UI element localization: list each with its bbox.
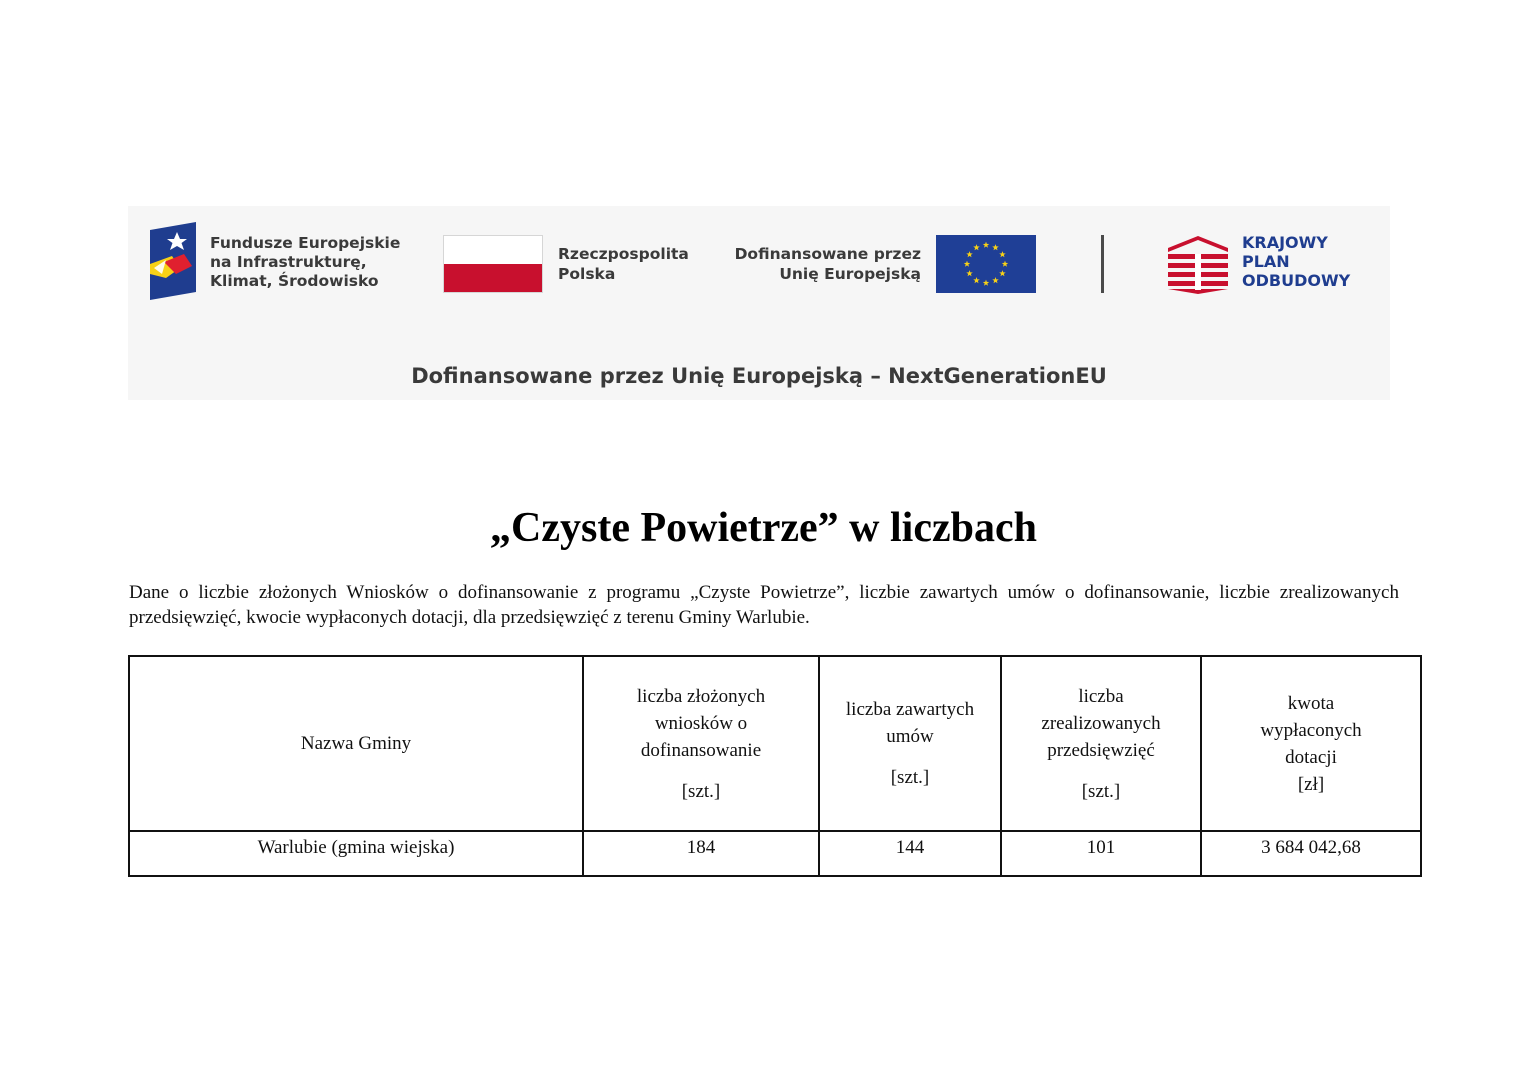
logo-banner	[128, 206, 1390, 400]
header-kwota-dotacji: kwota wypłaconych dotacji [zł]	[1201, 656, 1421, 831]
rzeczpospolita-label: Rzeczpospolita Polska	[558, 245, 689, 283]
page-title: „Czyste Powietrze” w liczbach	[490, 505, 1037, 551]
dofinansowane-label: Dofinansowane przez Unię Europejską	[734, 245, 921, 283]
krajowy-plan-odbudowy-emblem	[1168, 234, 1228, 294]
krajowy-plan-odbudowy-label: KRAJOWY PLAN ODBUDOWY	[1242, 233, 1351, 290]
header-liczba-zrealizowanych: liczba zrealizowanych przedsięwzięć [szt.]	[1001, 656, 1201, 831]
nextgenerationeu-tagline: Dofinansowane przez Unię Europejską – NextGenerationEU	[411, 364, 1107, 388]
header-nazwa-gminy: Nazwa Gminy	[129, 656, 583, 831]
fundusze-europejskie-label: Fundusze Europejskie na Infrastrukturę, Klimat, Środowisko	[210, 234, 401, 290]
fundusze-europejskie-logo	[150, 222, 198, 300]
logo-divider	[1101, 235, 1104, 293]
table-row	[129, 831, 1421, 876]
eu-flag-icon	[936, 235, 1036, 293]
cell-gmina: Warlubie (gmina wiejska)	[129, 831, 583, 876]
cell-umowy: 144	[819, 831, 1001, 876]
polish-flag-icon	[443, 235, 543, 293]
statistics-table	[128, 655, 1422, 877]
intro-paragraph: Dane o liczbie złożonych Wniosków o dofinansowanie z programu „Czyste Powietrze”, liczbie zawartych umów o dofinansowanie, liczbie zrealizowanych przedsięwzięć, kwocie wypłaconych dotacji, dla przedsięwzięć z terenu Gminy Warlubie.	[129, 582, 1399, 628]
table-header-row	[129, 656, 1421, 831]
cell-wnioski: 184	[583, 831, 819, 876]
cell-kwota: 3 684 042,68	[1201, 831, 1421, 876]
header-liczba-umow: liczba zawartych umów [szt.]	[819, 656, 1001, 831]
header-liczba-wnioskow: liczba złożonych wniosków o dofinansowanie [szt.]	[583, 656, 819, 831]
cell-zrealizowane: 101	[1001, 831, 1201, 876]
